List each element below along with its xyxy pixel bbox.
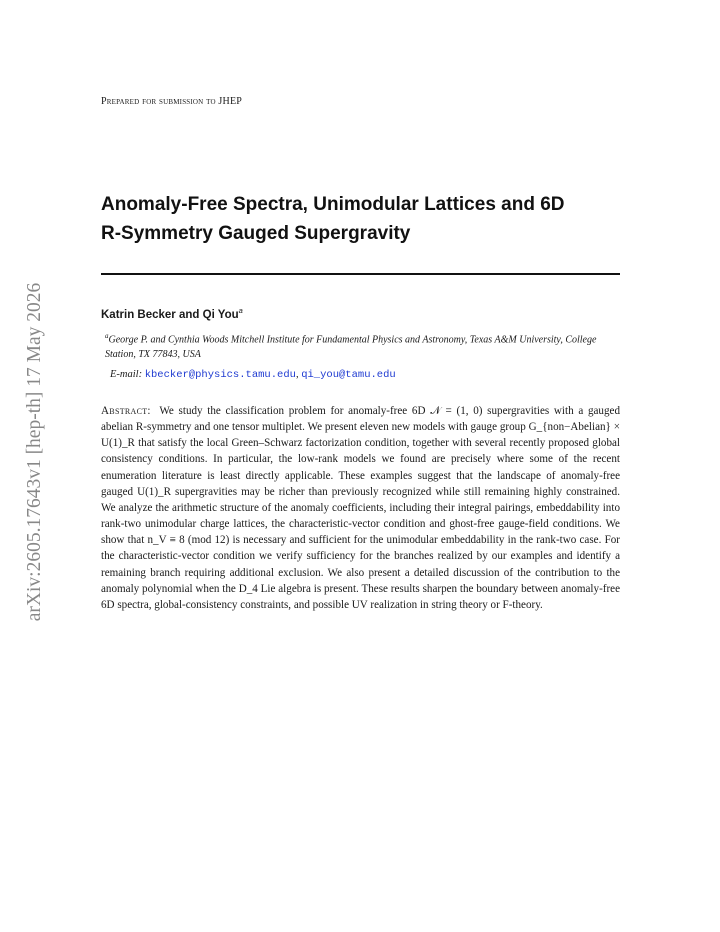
title-line-1: Anomaly-Free Spectra, Unimodular Lattices and 6D (101, 194, 565, 215)
email-label: E-mail: (110, 369, 143, 380)
affiliation-mark: a (105, 332, 109, 340)
author-list (101, 306, 243, 321)
submission-note: Prepared for submission to JHEP (101, 96, 243, 107)
email-line (110, 369, 396, 381)
author-names: Katrin Becker and Qi You (101, 308, 239, 321)
email-link-becker[interactable]: kbecker@physics.tamu.edu (144, 369, 296, 381)
author-affiliation-mark: a (238, 306, 243, 315)
arxiv-identifier-stamp: arXiv:2605.17643v1 [hep-th] 17 May 2026 (24, 282, 45, 622)
email-separator: , (295, 369, 299, 380)
abstract-heading: Abstract: (101, 405, 151, 417)
abstract-body: We study the classification problem for anomaly-free 6D 𝒩 = (1, 0) supergravities with a gauged abelian R-symmetry and one tensor multiplet. We present eleven new models with gauge group G_{non−Abelian} × U(1)_R that satisfy the local Green–Schwarz factorization condition, together with several recently proposed global consistency conditions. In particular, the low-rank models we found are precisely where some of the recent enumeration literature is least directly applicable. These examples suggest that the landscape of anomaly-free gauged U(1)_R supergravities may be richer than previously recognized while still remaining highly constrained. We analyze the arithmetic structure of the anomaly coefficients, including their integral pairings, embeddability into rank-two unimodular charge lattices, the characteristic-vector condition and ghost-free gauge-field conditions. We show that n_V ≡ 8 (mod 12) is necessary and sufficient for the unimodular embeddability in the rank-two case. For the characteristic-vector condition we verify sufficiency for the branches realized by our examples and identify a remaining branch requiring additional exclusion. We also present a detailed discussion of the contribution to the anomaly polynomial when the D_4 Lie algebra is present. These results sharpen the boundary between anomaly-free 6D spectra, global-consistency constraints, and possible UV realization in string theory or F-theory. (101, 405, 620, 611)
paper-title (101, 190, 621, 248)
affiliation (105, 329, 621, 362)
title-line-2: R-Symmetry Gauged Supergravity (101, 223, 411, 244)
abstract (101, 403, 620, 613)
affiliation-text: George P. and Cynthia Woods Mitchell Institute for Fundamental Physics and Astronomy, Texas A&M University, College Station, TX 77843, USA (105, 334, 597, 361)
email-link-you[interactable]: qi_you@tamu.edu (301, 369, 396, 381)
title-rule (101, 273, 620, 275)
